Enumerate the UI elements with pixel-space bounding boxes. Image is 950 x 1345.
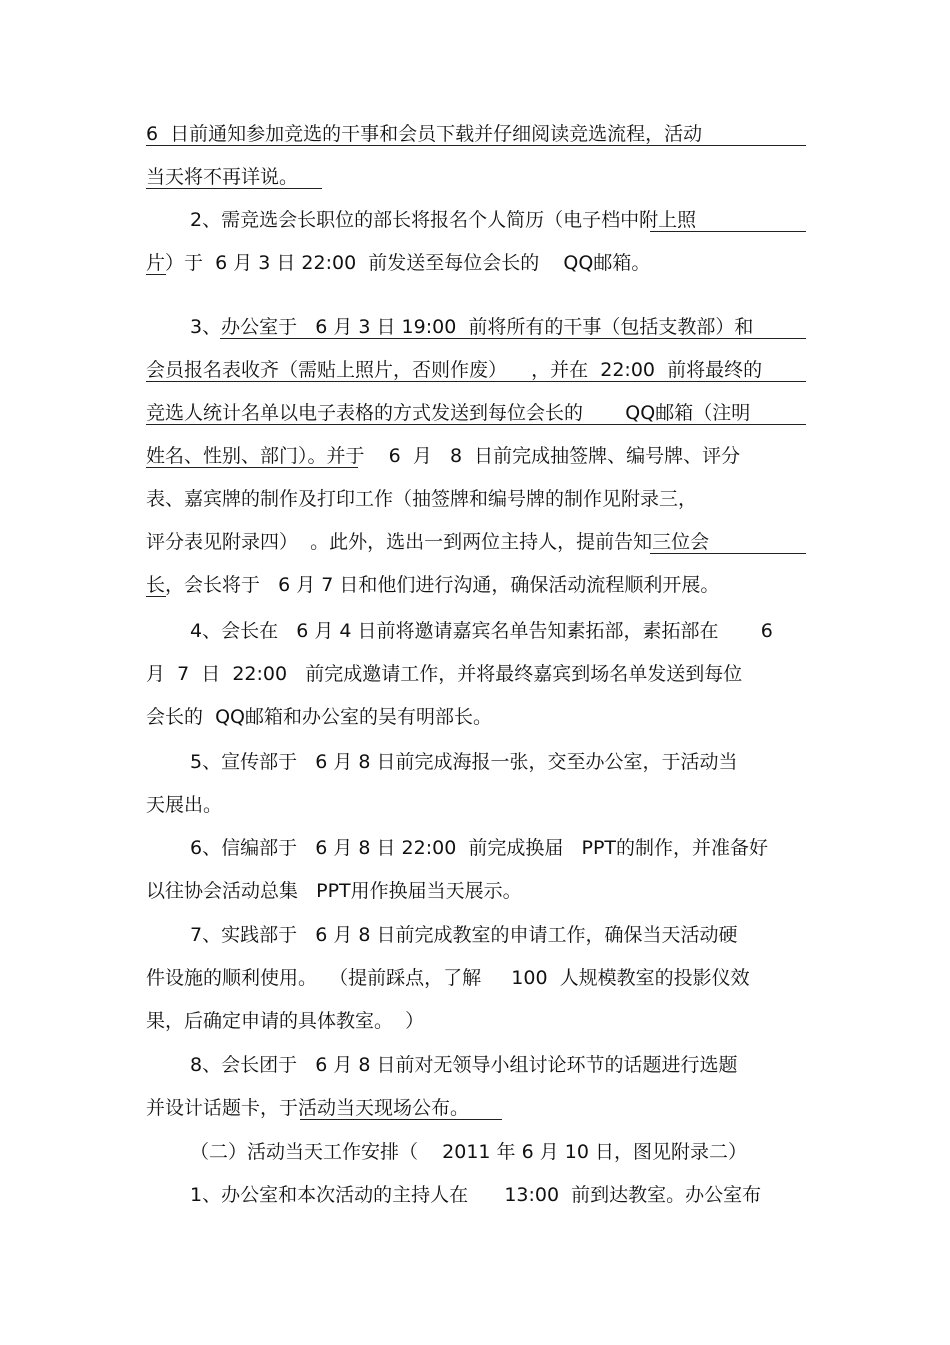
text-line: 并设计话题卡，于活动当天现场公布。: [146, 1097, 470, 1119]
text-line: 姓名、性别、部门）。并于 6 月 8 日前完成抽签牌、编号牌、评分: [146, 445, 741, 467]
text-line: 片）于 6 月 3 日 22:00 前发送至每位会长的 QQ邮箱。: [146, 252, 651, 274]
text-line: 5、宣传部于 6 月 8 日前完成海报一张，交至办公室，于活动当: [190, 751, 738, 773]
text-line: 表、嘉宾牌的制作及打印工作（抽签牌和编号牌的制作见附录三，: [146, 488, 698, 510]
underline-rule: [220, 338, 806, 339]
text-line: 评分表见附录四） 。此外，选出一到两位主持人，提前告知三位会: [146, 531, 710, 553]
text-line: 3、办公室于 6 月 3 日 19:00 前将所有的干事（包括支教部）和: [190, 316, 754, 338]
underline-rule: [146, 145, 806, 146]
underline-rule: [650, 553, 806, 554]
text-line: 天展出。: [146, 794, 223, 816]
text-line: 4、会长在 6 月 4 日前将邀请嘉宾名单告知素拓部，素拓部在 6: [190, 620, 773, 642]
text-line: 8、会长团于 6 月 8 日前对无领导小组讨论环节的话题进行选题: [190, 1054, 738, 1076]
text-line: 以往协会活动总集 PPT用作换届当天展示。: [146, 880, 522, 902]
underline-rule: [146, 467, 358, 468]
underline-rule: [146, 188, 322, 189]
text-line: 1、办公室和本次活动的主持人在 13:00 前到达教室。办公室布: [190, 1184, 762, 1206]
text-line: 竞选人统计名单以电子表格的方式发送到每位会长的 QQ邮箱（注明: [146, 402, 751, 424]
text-line: 件设施的顺利使用。 （提前踩点，了解 100 人规模教室的投影仪效: [146, 967, 750, 989]
underline-rule: [146, 381, 806, 382]
text-line: 当天将不再详说。: [146, 166, 299, 188]
text-line: （二）活动当天工作安排（ 2011 年 6 月 10 日，图见附录二）: [190, 1141, 747, 1163]
text-line: 会长的 QQ邮箱和办公室的吴有明部长。: [146, 706, 492, 728]
text-line: 2、需竞选会长职位的部长将报名个人简历（电子档中附上照: [190, 209, 697, 231]
text-line: 6 日前通知参加竞选的干事和会员下载并仔细阅读竞选流程，活动: [146, 123, 703, 145]
underline-rule: [300, 1119, 502, 1120]
text-line: 果，后确定申请的具体教室。 ）: [146, 1010, 425, 1032]
underline-rule: [146, 274, 166, 275]
text-line: 6、信编部于 6 月 8 日 22:00 前完成换届 PPT的制作，并准备好: [190, 837, 769, 859]
underline-rule: [146, 596, 166, 597]
text-line: 7、实践部于 6 月 8 日前完成教室的申请工作，确保当天活动硬: [190, 924, 738, 946]
text-line: 长，会长将于 6 月 7 日和他们进行沟通，确保活动流程顺利开展。: [146, 574, 720, 596]
text-line: 会员报名表收齐（需贴上照片，否则作废） ，并在 22:00 前将最终的: [146, 359, 763, 381]
text-line: 月 7 日 22:00 前完成邀请工作，并将最终嘉宾到场名单发送到每位: [146, 663, 743, 685]
underline-rule: [146, 424, 806, 425]
underline-rule: [650, 231, 806, 232]
